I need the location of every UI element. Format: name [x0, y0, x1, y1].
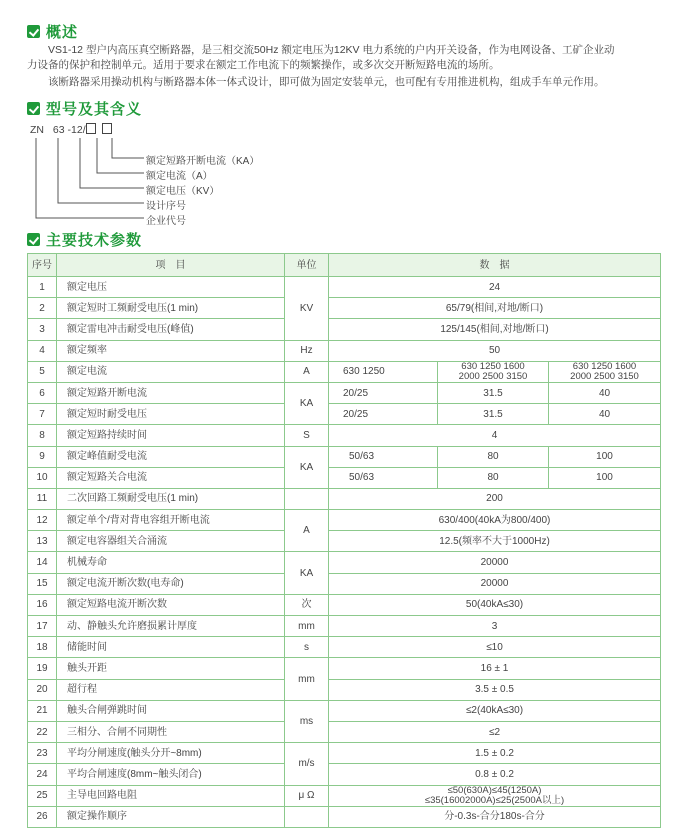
- model-prefix: ZN: [30, 124, 44, 136]
- row-value: 12.5(频率不大于1000Hz): [329, 531, 661, 552]
- row-item: 额定电流: [57, 361, 285, 382]
- table-row: [28, 573, 661, 594]
- check-icon: [27, 102, 40, 115]
- row-no: 9: [28, 446, 57, 467]
- row-no: 21: [28, 700, 57, 721]
- table-row: [28, 764, 661, 785]
- table-row: [28, 743, 661, 764]
- row-value: 65/79(相间,对地/断口): [329, 298, 661, 319]
- row-value: ≤10: [329, 637, 661, 658]
- row-value: 20/25: [329, 382, 438, 403]
- row-value: 40: [549, 404, 661, 425]
- row-value: 31.5: [438, 404, 549, 425]
- model-label: 设计序号: [146, 201, 186, 212]
- row-item: 储能时间: [57, 637, 285, 658]
- intro-line-1: VS1-12 型户内高压真空断路器，是三相交流50Hz 额定电压为12KV 电力系统的户内开关设备，作为电网设备、工矿企业动: [48, 44, 615, 56]
- row-no: 8: [28, 425, 57, 446]
- table-row: [28, 319, 661, 340]
- row-value: 20000: [329, 552, 661, 573]
- row-value: 80: [438, 467, 549, 488]
- row-item: 额定短路开断电流: [57, 382, 285, 403]
- row-value: 50/63: [329, 446, 438, 467]
- table-row: [28, 531, 661, 552]
- row-value: 16 ± 1: [329, 658, 661, 679]
- row-value: 0.8 ± 0.2: [329, 764, 661, 785]
- table-row: [28, 594, 661, 615]
- table-row: [28, 510, 661, 531]
- row-no: 25: [28, 785, 57, 806]
- model-code: [30, 123, 112, 136]
- row-unit: μ Ω: [285, 785, 329, 806]
- row-item: 触头开距: [57, 658, 285, 679]
- model-label: 额定电压（KV）: [146, 186, 220, 197]
- row-no: 2: [28, 298, 57, 319]
- col-header-unit: 单位: [285, 254, 329, 277]
- row-value: 200: [329, 488, 661, 509]
- table-row: [28, 467, 661, 488]
- table-row: [28, 488, 661, 509]
- row-unit: [285, 806, 329, 827]
- row-no: 19: [28, 658, 57, 679]
- model-middle: 63 -12/: [52, 124, 86, 136]
- row-value: ≤2(40kA≤30): [329, 700, 661, 721]
- row-item: 额定短时耐受电压: [57, 404, 285, 425]
- row-no: 10: [28, 467, 57, 488]
- table-row: [28, 679, 661, 700]
- model-label: 额定电流（A）: [146, 171, 213, 182]
- row-unit: KA: [285, 382, 329, 424]
- row-no: 11: [28, 488, 57, 509]
- table-row: [28, 298, 661, 319]
- row-unit: s: [285, 637, 329, 658]
- row-value: 24: [329, 277, 661, 298]
- row-value: 分-0.3s-合分180s-合分: [329, 806, 661, 827]
- table-row: [28, 552, 661, 573]
- row-value: 50/63: [329, 467, 438, 488]
- table-row: [28, 658, 661, 679]
- row-value: 630 1250: [329, 361, 438, 382]
- row-unit: A: [285, 510, 329, 552]
- table-row: [28, 425, 661, 446]
- section-title: 主要技术参数: [46, 232, 143, 249]
- row-no: 13: [28, 531, 57, 552]
- row-value: ≤50(630A)≤45(1250A) ≤35(16002000A)≤25(2500A以上): [329, 785, 661, 806]
- row-value: 100: [549, 467, 661, 488]
- row-unit: KA: [285, 552, 329, 594]
- row-no: 6: [28, 382, 57, 403]
- row-item: 机械寿命: [57, 552, 285, 573]
- row-unit: 次: [285, 594, 329, 615]
- row-no: 15: [28, 573, 57, 594]
- table-row: [28, 721, 661, 742]
- row-value: 125/145(相间,对地/断口): [329, 319, 661, 340]
- section-title: 概述: [46, 24, 79, 41]
- row-value: 50(40kA≤30): [329, 594, 661, 615]
- row-no: 17: [28, 616, 57, 637]
- row-unit: ms: [285, 700, 329, 742]
- section-overview-header: [27, 21, 78, 42]
- section-params-header: [27, 229, 142, 250]
- row-no: 26: [28, 806, 57, 827]
- row-unit: S: [285, 425, 329, 446]
- table-row: [28, 277, 661, 298]
- col-header-data: 数 据: [329, 254, 661, 277]
- row-unit: [285, 488, 329, 509]
- placeholder-box: [86, 123, 96, 134]
- check-icon: [27, 25, 40, 38]
- row-value: 3.5 ± 0.5: [329, 679, 661, 700]
- row-no: 4: [28, 340, 57, 361]
- row-item: 平均分闸速度(触头分开~8mm): [57, 743, 285, 764]
- section-model-header: [27, 98, 142, 119]
- row-item: 额定频率: [57, 340, 285, 361]
- table-row: [28, 361, 661, 382]
- row-value: 630/400(40kA为800/400): [329, 510, 661, 531]
- check-icon: [27, 233, 40, 246]
- row-item: 主导电回路电阻: [57, 785, 285, 806]
- model-label: 企业代号: [146, 216, 186, 227]
- row-item: 动、静触头允许磨损累计厚度: [57, 616, 285, 637]
- row-value: 3: [329, 616, 661, 637]
- row-no: 14: [28, 552, 57, 573]
- row-item: 二次回路工频耐受电压(1 min): [57, 488, 285, 509]
- intro-line-2: 力设备的保护和控制单元。适用于要求在额定工作电流下的频繁操作，或多次交开断短路电流的场所。: [27, 59, 500, 71]
- row-item: 额定短路关合电流: [57, 467, 285, 488]
- row-unit: mm: [285, 616, 329, 637]
- row-item: 触头合闸弹跳时间: [57, 700, 285, 721]
- row-no: 16: [28, 594, 57, 615]
- table-row: [28, 340, 661, 361]
- row-item: 超行程: [57, 679, 285, 700]
- row-no: 23: [28, 743, 57, 764]
- row-no: 12: [28, 510, 57, 531]
- table-row: [28, 382, 661, 403]
- row-item: 额定单个/背对背电容组开断电流: [57, 510, 285, 531]
- spec-table: [27, 253, 661, 828]
- row-value: 630 1250 1600 2000 2500 3150: [438, 361, 549, 382]
- section-title: 型号及其含义: [46, 101, 143, 118]
- row-unit: mm: [285, 658, 329, 700]
- row-no: 5: [28, 361, 57, 382]
- row-value: 630 1250 1600 2000 2500 3150: [549, 361, 661, 382]
- row-value: ≤2: [329, 721, 661, 742]
- row-item: 平均合闸速度(8mm~触头闭合): [57, 764, 285, 785]
- row-value: 50: [329, 340, 661, 361]
- row-unit: A: [285, 361, 329, 382]
- row-no: 18: [28, 637, 57, 658]
- table-row: [28, 785, 661, 806]
- model-label: 额定短路开断电流（KA）: [146, 156, 260, 167]
- row-no: 22: [28, 721, 57, 742]
- row-item: 三相分、合闸不同期性: [57, 721, 285, 742]
- row-item: 额定短路电流开断次数: [57, 594, 285, 615]
- table-row: [28, 446, 661, 467]
- row-value: 100: [549, 446, 661, 467]
- row-no: 3: [28, 319, 57, 340]
- row-item: 额定操作顺序: [57, 806, 285, 827]
- row-item: 额定电压: [57, 277, 285, 298]
- row-item: 额定短路持续时间: [57, 425, 285, 446]
- row-value: 40: [549, 382, 661, 403]
- row-item: 额定电容器组关合涌流: [57, 531, 285, 552]
- row-unit: Hz: [285, 340, 329, 361]
- placeholder-box: [102, 123, 112, 134]
- row-unit: KA: [285, 446, 329, 488]
- row-item: 额定短时工频耐受电压(1 min): [57, 298, 285, 319]
- row-item: 额定电流开断次数(电寿命): [57, 573, 285, 594]
- row-item: 额定雷电冲击耐受电压(峰值): [57, 319, 285, 340]
- col-header-no: 序号: [28, 254, 57, 277]
- row-value: 20000: [329, 573, 661, 594]
- intro-line-3: 该断路器采用操动机构与断路器本体一体式设计，即可做为固定安装单元，也可配有专用推进机构，组成手车单元作用。: [48, 76, 605, 88]
- table-header-row: [28, 254, 661, 277]
- row-item: 额定峰值耐受电流: [57, 446, 285, 467]
- row-no: 24: [28, 764, 57, 785]
- row-unit: m/s: [285, 743, 329, 785]
- row-value: 80: [438, 446, 549, 467]
- row-value: 31.5: [438, 382, 549, 403]
- table-row: [28, 616, 661, 637]
- row-unit: KV: [285, 277, 329, 341]
- row-no: 7: [28, 404, 57, 425]
- row-value: 20/25: [329, 404, 438, 425]
- col-header-item: 项 目: [57, 254, 285, 277]
- table-row: [28, 806, 661, 827]
- row-no: 1: [28, 277, 57, 298]
- row-no: 20: [28, 679, 57, 700]
- row-value: 4: [329, 425, 661, 446]
- table-row: [28, 700, 661, 721]
- row-value: 1.5 ± 0.2: [329, 743, 661, 764]
- table-row: [28, 404, 661, 425]
- table-row: [28, 637, 661, 658]
